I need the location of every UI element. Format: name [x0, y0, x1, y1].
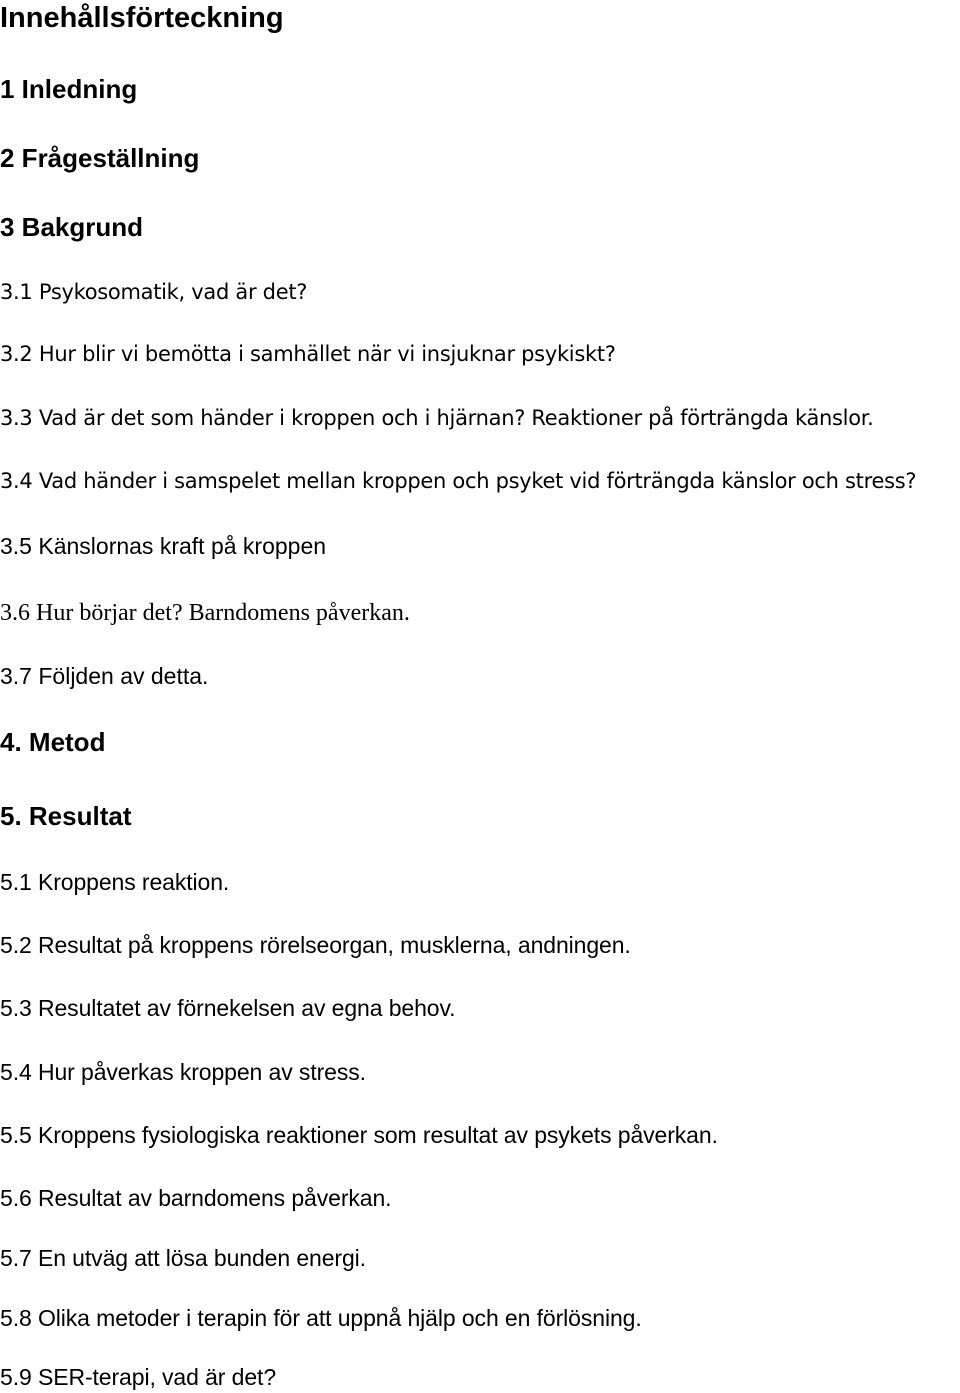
toc-entry-5-8: 5.8 Olika metoder i terapin för att uppnå hjälp och en förlösning. — [0, 1305, 642, 1331]
toc-entry-4-metod: 4. Metod — [0, 727, 106, 757]
toc-entry-3-2: 3.2 Hur blir vi bemötta i samhället när vi insjuknar psykiskt? — [0, 342, 616, 366]
toc-entry-1-inledning: 1 Inledning — [0, 74, 138, 104]
toc-entry-3-7: 3.7 Följden av detta. — [0, 663, 209, 689]
toc-entry-3-6: 3.6 Hur börjar det? Barndomens påverkan. — [0, 600, 410, 626]
toc-entry-2-fragestallning: 2 Frågeställning — [0, 143, 200, 173]
toc-title: Innehållsförteckning — [0, 2, 284, 34]
toc-entry-3-3: 3.3 Vad är det som händer i kroppen och i hjärnan? Reaktioner på förträngda känslor. — [0, 406, 874, 430]
toc-entry-5-3: 5.3 Resultatet av förnekelsen av egna behov. — [0, 995, 456, 1021]
toc-entry-5-9: 5.9 SER-terapi, vad är det? — [0, 1364, 277, 1390]
toc-entry-5-6: 5.6 Resultat av barndomens påverkan. — [0, 1185, 392, 1211]
toc-entry-3-bakgrund: 3 Bakgrund — [0, 212, 144, 242]
toc-entry-3-1: 3.1 Psykosomatik, vad är det? — [0, 280, 308, 304]
toc-entry-5-1: 5.1 Kroppens reaktion. — [0, 869, 230, 895]
toc-entry-5-5: 5.5 Kroppens fysiologiska reaktioner som resultat av psykets påverkan. — [0, 1122, 718, 1148]
toc-entry-5-2: 5.2 Resultat på kroppens rörelseorgan, musklerna, andningen. — [0, 932, 631, 958]
toc-entry-5-7: 5.7 En utväg att lösa bunden energi. — [0, 1245, 366, 1271]
toc-entry-5-4: 5.4 Hur påverkas kroppen av stress. — [0, 1059, 366, 1085]
toc-entry-3-5: 3.5 Känslornas kraft på kroppen — [0, 533, 327, 559]
toc-entry-5-resultat: 5. Resultat — [0, 801, 132, 831]
toc-entry-3-4: 3.4 Vad händer i samspelet mellan kroppen och psyket vid förträngda känslor och stress? — [0, 469, 917, 493]
